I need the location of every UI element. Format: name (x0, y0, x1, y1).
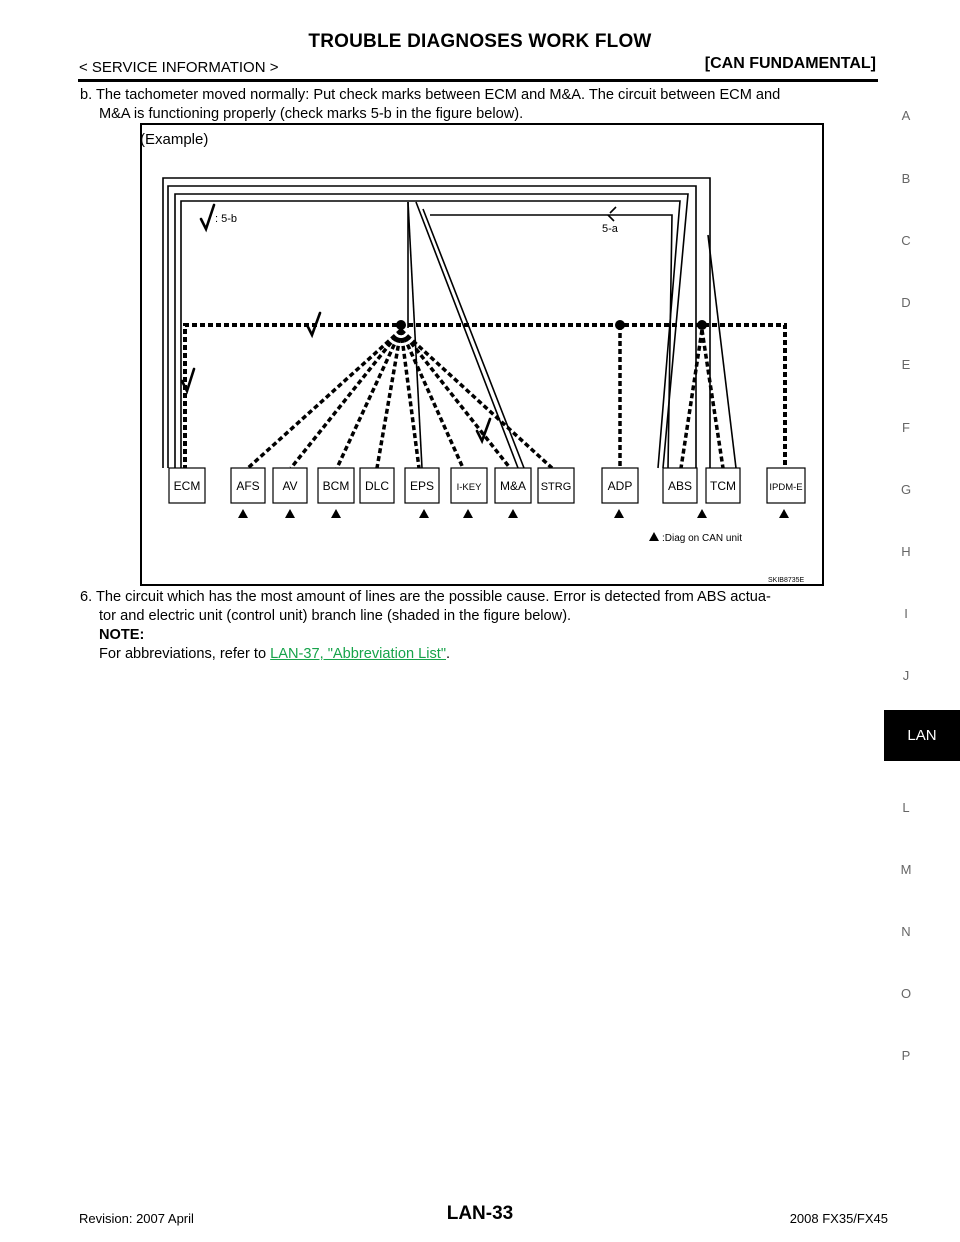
step-b-paragraph (80, 86, 882, 124)
note-text (80, 645, 882, 664)
footer-model: 2008 FX35/FX45 (789, 1211, 888, 1226)
unit-label: I-KEY (456, 482, 482, 493)
side-index-letter-m[interactable]: M (900, 862, 912, 877)
note-prefix: For abbreviations, refer to (99, 646, 271, 662)
side-index-letter-n[interactable]: N (901, 924, 911, 939)
side-index-letter-b[interactable]: B (901, 171, 911, 186)
diag-legend-label: :Diag on CAN unit (662, 533, 743, 544)
step-6-line-2: tor and electric unit (control unit) branch line (shaded in the figure below). (99, 608, 572, 624)
figure-id: SKIB8735E (768, 577, 805, 584)
unit-label: AV (282, 479, 298, 493)
side-index-letter-d[interactable]: D (901, 295, 911, 310)
unit-box-ecm (169, 468, 205, 503)
unit-box-tcm (706, 468, 740, 503)
unit-box-av (273, 468, 307, 503)
side-index-letter-c[interactable]: C (901, 233, 911, 248)
unit-label: STRG (540, 481, 572, 493)
side-index-letter-j[interactable]: J (902, 668, 910, 683)
side-index-letter-h[interactable]: H (901, 544, 911, 559)
step-6-line-1: 6. The circuit which has the most amount of lines are the possible cause. Error is detected from ABS actua- (80, 589, 771, 605)
unit-label: EPS (409, 479, 435, 493)
unit-box-ipdm-e (767, 468, 805, 503)
bus-node-1 (396, 320, 406, 330)
page-title: TROUBLE DIAGNOSES WORK FLOW (308, 31, 652, 52)
unit-box-eps (405, 468, 439, 503)
unit-box-bcm (318, 468, 354, 503)
side-index-letter-l[interactable]: L (902, 800, 910, 815)
unit-label: M&A (499, 479, 527, 493)
unit-box-strg (538, 468, 574, 503)
unit-label: TCM (710, 479, 736, 493)
side-index-letter-e[interactable]: E (901, 357, 911, 372)
unit-box-i-key (451, 468, 487, 503)
side-index (884, 0, 960, 1242)
side-index-letter-a[interactable]: A (901, 108, 911, 123)
unit-box-m-a (495, 468, 531, 503)
note-suffix: . (446, 646, 451, 662)
note-label: NOTE: (99, 627, 145, 643)
callout-label: 5-a (602, 223, 618, 235)
side-index-letter-i[interactable]: I (904, 606, 908, 621)
unit-label: IPDM-E (769, 482, 803, 493)
abbreviation-list-link[interactable]: LAN-37, "Abbreviation List" (270, 646, 447, 662)
legend-check-label: : 5-b (215, 213, 238, 225)
header-rule (78, 79, 878, 82)
unit-box-afs (231, 468, 265, 503)
unit-label: AFS (236, 479, 260, 493)
bus-node-2 (615, 320, 625, 330)
step-b-line-2: M&A is functioning properly (check marks 5-b in the figure below). (99, 106, 524, 122)
unit-label: ECM (173, 479, 201, 493)
section-label: < SERVICE INFORMATION > (79, 59, 279, 76)
category-label: [CAN FUNDAMENTAL] (704, 55, 876, 72)
footer-revision: Revision: 2007 April (79, 1211, 194, 1226)
unit-box-dlc (360, 468, 394, 503)
step-6-paragraph (80, 588, 882, 664)
unit-label: ADP (607, 479, 633, 493)
side-index-active-tab[interactable]: LAN (884, 710, 960, 761)
unit-label: DLC (364, 479, 390, 493)
unit-boxes (169, 468, 805, 503)
unit-box-abs (663, 468, 697, 503)
side-index-letter-f[interactable]: F (902, 420, 910, 435)
step-b-line-1: b. The tachometer moved normally: Put check marks between ECM and M&A. The circuit between ECM and (80, 87, 781, 103)
side-index-letter-g[interactable]: G (900, 482, 912, 497)
unit-box-adp (602, 468, 638, 503)
bus-node-3 (697, 320, 707, 330)
unit-label: BCM (322, 479, 350, 493)
can-diagnosis-diagram (140, 123, 824, 586)
side-index-letter-o[interactable]: O (900, 986, 912, 1001)
unit-label: ABS (667, 479, 693, 493)
side-index-letter-p[interactable]: P (901, 1048, 911, 1063)
footer-page-number: LAN-33 (446, 1203, 514, 1224)
example-label: (Example) (140, 131, 209, 148)
